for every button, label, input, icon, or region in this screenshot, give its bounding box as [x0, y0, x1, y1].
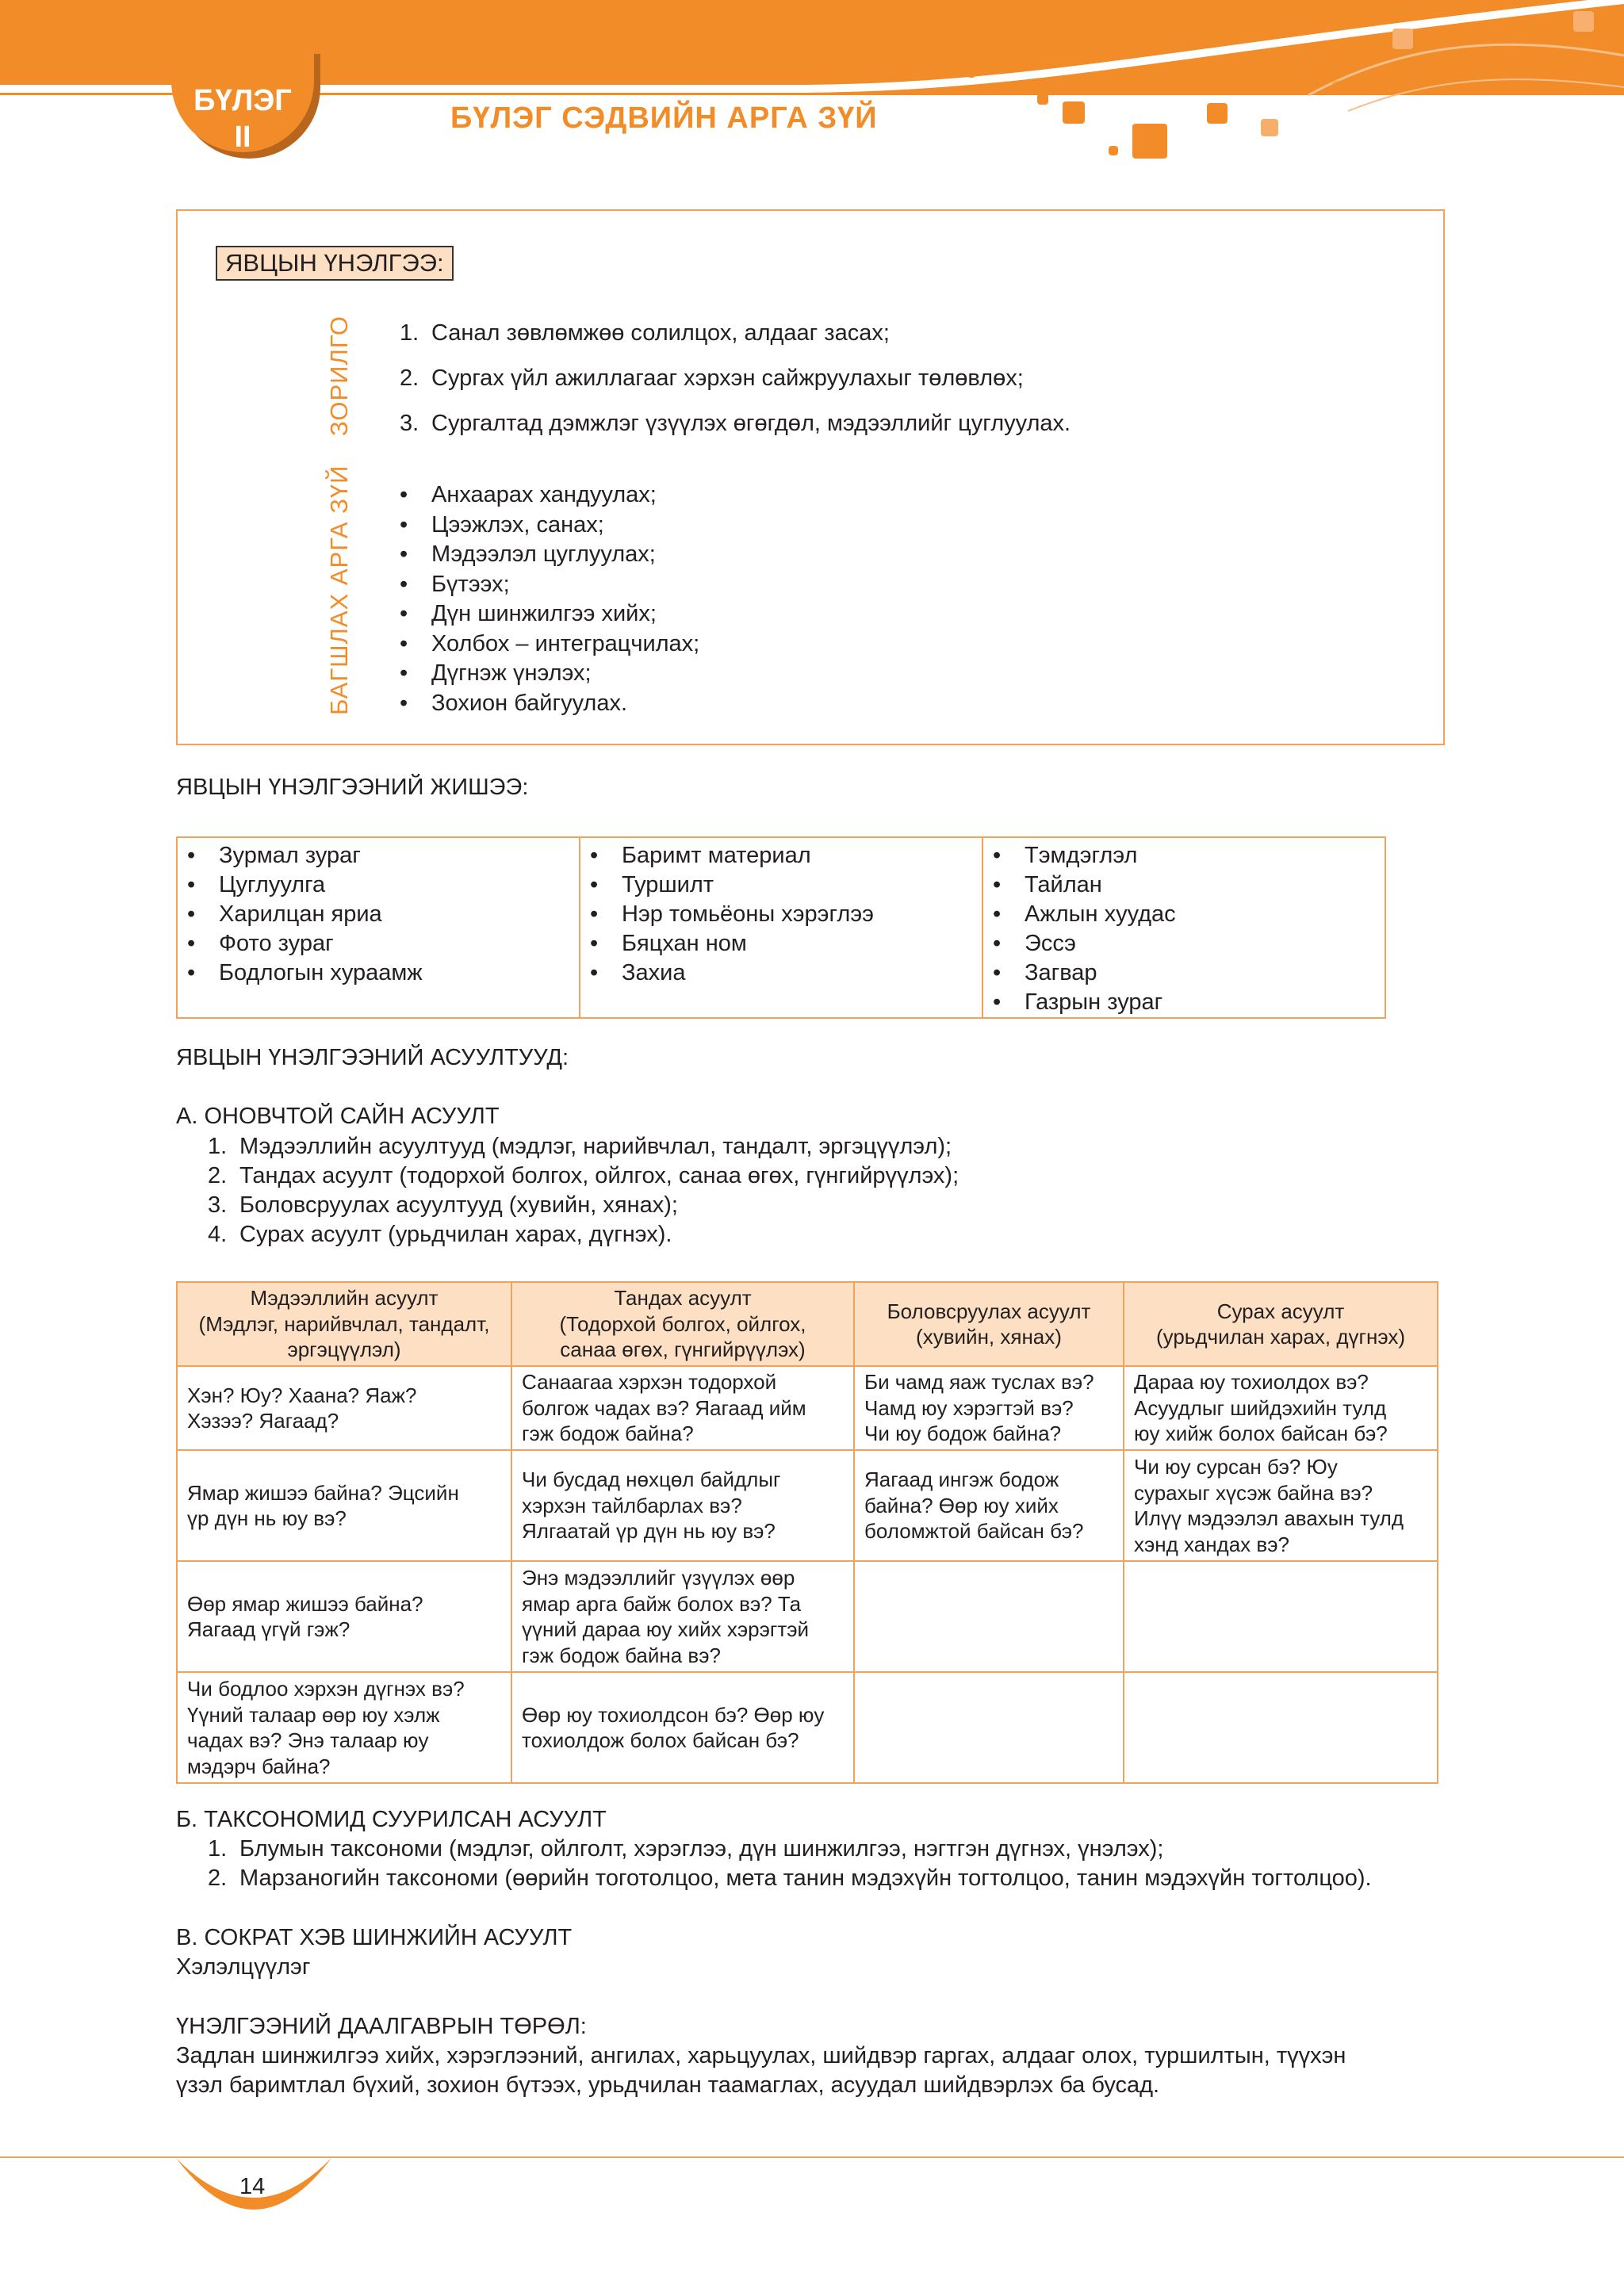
- process-assessment-label: ЯВЦЫН ҮНЭЛГЭЭ:: [216, 246, 454, 281]
- example-item: • Туршилт: [590, 872, 714, 897]
- table-cell: [854, 1561, 1124, 1672]
- method-item: • Анхаарах хандуулах;: [400, 482, 657, 507]
- section-a-item: 4. Сурах асуулт (урьдчилан харах, дүгнэх).: [208, 1222, 672, 1247]
- task-types-heading: ҮНЭЛГЭЭНИЙ ДААЛГАВРЫН ТӨРӨЛ:: [176, 2014, 587, 2039]
- table-cell: Хэн? Юу? Хаана? Яаж? Хэзээ? Яагаад?: [177, 1366, 511, 1450]
- example-item: • Бяцхан ном: [590, 931, 747, 956]
- page-number: 14: [239, 2174, 266, 2199]
- examples-column: [580, 838, 983, 1017]
- table-header-cell: Мэдээллийн асуулт (Мэдлэг, нарийвчлал, тандалт, эргэцүүлэл): [177, 1282, 511, 1366]
- methods-list: [400, 480, 699, 718]
- example-item: • Зурмал зураг: [187, 843, 361, 868]
- example-item: • Газрын зураг: [993, 989, 1163, 1015]
- method-item: • Холбох – интеграцчилах;: [400, 630, 700, 656]
- example-item: • Тайлан: [993, 872, 1102, 897]
- task-types-line: үзэл баримтлал бүхий, зохион бүтээх, урьдчилан таамаглах, асуудал шийдвэрлэх ба бусад.: [176, 2072, 1160, 2098]
- table-header-row: [177, 1282, 1438, 1366]
- table-cell: Би чамд яаж туслах вэ? Чамд юу хэрэгтэй вэ? Чи юу бодож байна?: [854, 1366, 1124, 1450]
- table-cell: Энэ мэдээллийг үзүүлэх өөр ямар арга байж болох вэ? Та үүний дараа юу хийх хэрэгтэй гэж бодож байна вэ?: [511, 1561, 854, 1672]
- table-cell: Өөр ямар жишээ байна? Яагаад үгүй гэж?: [177, 1561, 511, 1672]
- example-item: • Загвар: [993, 960, 1097, 985]
- example-item: • Цуглуулга: [187, 872, 326, 897]
- decor-square: [1261, 119, 1278, 136]
- table-row: [177, 1672, 1438, 1783]
- example-item: • Захиа: [590, 960, 686, 985]
- example-item: • Бодлогын хураамж: [187, 960, 423, 985]
- goal-label: ЗОРИЛГО: [325, 316, 353, 436]
- method-item: • Зохион байгуулах.: [400, 690, 628, 716]
- table-cell: [1124, 1561, 1438, 1672]
- section-a-item: 2. Тандах асуулт (тодорхой болгох, ойлгох, санаа өгөх, гүнгийрүүлэх);: [208, 1163, 959, 1188]
- examples-column: [178, 838, 580, 1017]
- examples-table: [176, 836, 1386, 1019]
- table-cell: [854, 1672, 1124, 1783]
- section-a-list: [208, 1132, 959, 1249]
- decor-square: [1063, 101, 1085, 124]
- goal-item: 2. Сургах үйл ажиллагааг хэрхэн сайжруулахыг төлөвлөх;: [400, 365, 1024, 391]
- method-item: • Бүтээх;: [400, 571, 510, 597]
- task-types-line: Задлан шинжилгээ хийх, хэрэглээний, ангилах, харьцуулах, шийдвэр гаргах, алдааг олох, туршилтын, түүхэн: [176, 2043, 1346, 2068]
- chapter-badge: [171, 48, 314, 152]
- table-header-cell: Сурах асуулт (урьдчилан харах, дүгнэх): [1124, 1282, 1438, 1366]
- chapter-word: БҮЛЭГ: [193, 84, 292, 117]
- decor-square: [1037, 94, 1048, 105]
- decor-square: [1109, 146, 1118, 155]
- methods-label: БАГШЛАХ АРГА ЗҮЙ: [325, 465, 353, 715]
- decor-square: [1332, 81, 1346, 95]
- section-b-item: 2. Марзаногийн таксономи (өөрийн тоготолцоо, мета танин мэдэхүйн тогтолцоо, танин мэдэхүйн тогтолцоо).: [208, 1866, 1372, 1891]
- table-row: [177, 1561, 1438, 1672]
- method-item: • Цээжлэх, санах;: [400, 511, 604, 538]
- examples-column: [983, 838, 1385, 1017]
- chapter-number: II: [234, 121, 251, 154]
- table-cell: Яагаад ингэж бодож байна? Өөр юу хийх боломжтой байсан бэ?: [854, 1450, 1124, 1561]
- decor-square: [1207, 103, 1228, 124]
- goal-item: 1. Санал зөвлөмжөө солилцох, алдааг засах;: [400, 320, 890, 346]
- decor-square: [1573, 11, 1594, 32]
- section-a-item: 1. Мэдээллийн асуултууд (мэдлэг, нарийвчлал, тандалт, эргэцүүлэл);: [208, 1134, 952, 1159]
- table-row: [177, 1450, 1438, 1561]
- example-item: • Тэмдэглэл: [993, 843, 1138, 868]
- method-item: • Дүгнэж үнэлэх;: [400, 660, 592, 686]
- table-header-cell: Боловсруулах асуулт (хувийн, хянах): [854, 1282, 1124, 1366]
- method-item: • Мэдээлэл цуглуулах;: [400, 541, 656, 567]
- decor-square: [1132, 124, 1167, 159]
- section-a-item: 3. Боловсруулах асуултууд (хувийн, хянах);: [208, 1192, 678, 1218]
- goals-list: [400, 319, 1071, 438]
- example-item: • Эссэ: [993, 931, 1076, 956]
- table-row: [177, 1366, 1438, 1450]
- table-cell: Санаагаа хэрхэн тодорхой болгож чадах вэ? Яагаад ийм гэж бодож байна?: [511, 1366, 854, 1450]
- example-item: • Харилцан яриа: [187, 901, 382, 927]
- example-item: • Ажлын хуудас: [993, 901, 1176, 927]
- table-cell: Ямар жишээ байна? Эцсийн үр дүн нь юу вэ?: [177, 1450, 511, 1561]
- example-item: • Баримт материал: [590, 843, 811, 868]
- section-b-list: [208, 1835, 1372, 1893]
- table-cell: Өөр юу тохиолдсон бэ? Өөр юу тохиолдож болох байсан бэ?: [511, 1672, 854, 1783]
- header-title: БҮЛЭГ СЭДВИЙН АРГА ЗҮЙ: [450, 101, 878, 135]
- process-assessment-box: [176, 209, 1445, 745]
- table-header-cell: Тандах асуулт (Тодорхой болгох, ойлгох, санаа өгөх, гүнгийрүүлэх): [511, 1282, 854, 1366]
- table-cell: [1124, 1672, 1438, 1783]
- table-cell: Чи бусдад нөхцөл байдлыг хэрхэн тайлбарлах вэ? Ялгаатай үр дүн нь юу вэ?: [511, 1450, 854, 1561]
- example-item: • Нэр томьёоны хэрэглээ: [590, 901, 874, 927]
- example-item: • Фото зураг: [187, 931, 334, 956]
- table-cell: Дараа юу тохиолдох вэ? Асуудлыг шийдэхийн тулд юу хийж болох байсан бэ?: [1124, 1366, 1438, 1450]
- decor-square: [967, 70, 975, 78]
- section-b-title: Б. ТАКСОНОМИД СУУРИЛСАН АСУУЛТ: [176, 1807, 607, 1832]
- section-b-item: 1. Блумын таксономи (мэдлэг, ойлголт, хэрэглээ, дүн шинжилгээ, нэгтгэн дүгнэх, үнэлэх);: [208, 1836, 1164, 1862]
- questions-table: [176, 1281, 1438, 1784]
- decor-square: [1392, 29, 1413, 49]
- section-c-title: В. СОКРАТ ХЭВ ШИНЖИЙН АСУУЛТ: [176, 1925, 573, 1950]
- section-c-text: Хэлэлцүүлэг: [176, 1954, 311, 1980]
- examples-heading: ЯВЦЫН ҮНЭЛГЭЭНИЙ ЖИШЭЭ:: [176, 775, 529, 800]
- method-item: • Дүн шинжилгээ хийх;: [400, 601, 657, 626]
- section-a-title: А. ОНОВЧТОЙ САЙН АСУУЛТ: [176, 1104, 500, 1129]
- questions-heading: ЯВЦЫН ҮНЭЛГЭЭНИЙ АСУУЛТУУД:: [176, 1045, 569, 1070]
- table-cell: Чи бодлоо хэрхэн дүгнэх вэ? Үүний талаар өөр юу хэлж чадах вэ? Энэ талаар юу мэдэрч байна?: [177, 1672, 511, 1783]
- table-cell: Чи юу сурсан бэ? Юу сурахыг хүсэж байна вэ? Илүү мэдээлэл авахын тулд хэнд хандах вэ?: [1124, 1450, 1438, 1561]
- goal-item: 3. Сургалтад дэмжлэг үзүүлэх өгөгдөл, мэдээллийг цуглуулах.: [400, 411, 1071, 436]
